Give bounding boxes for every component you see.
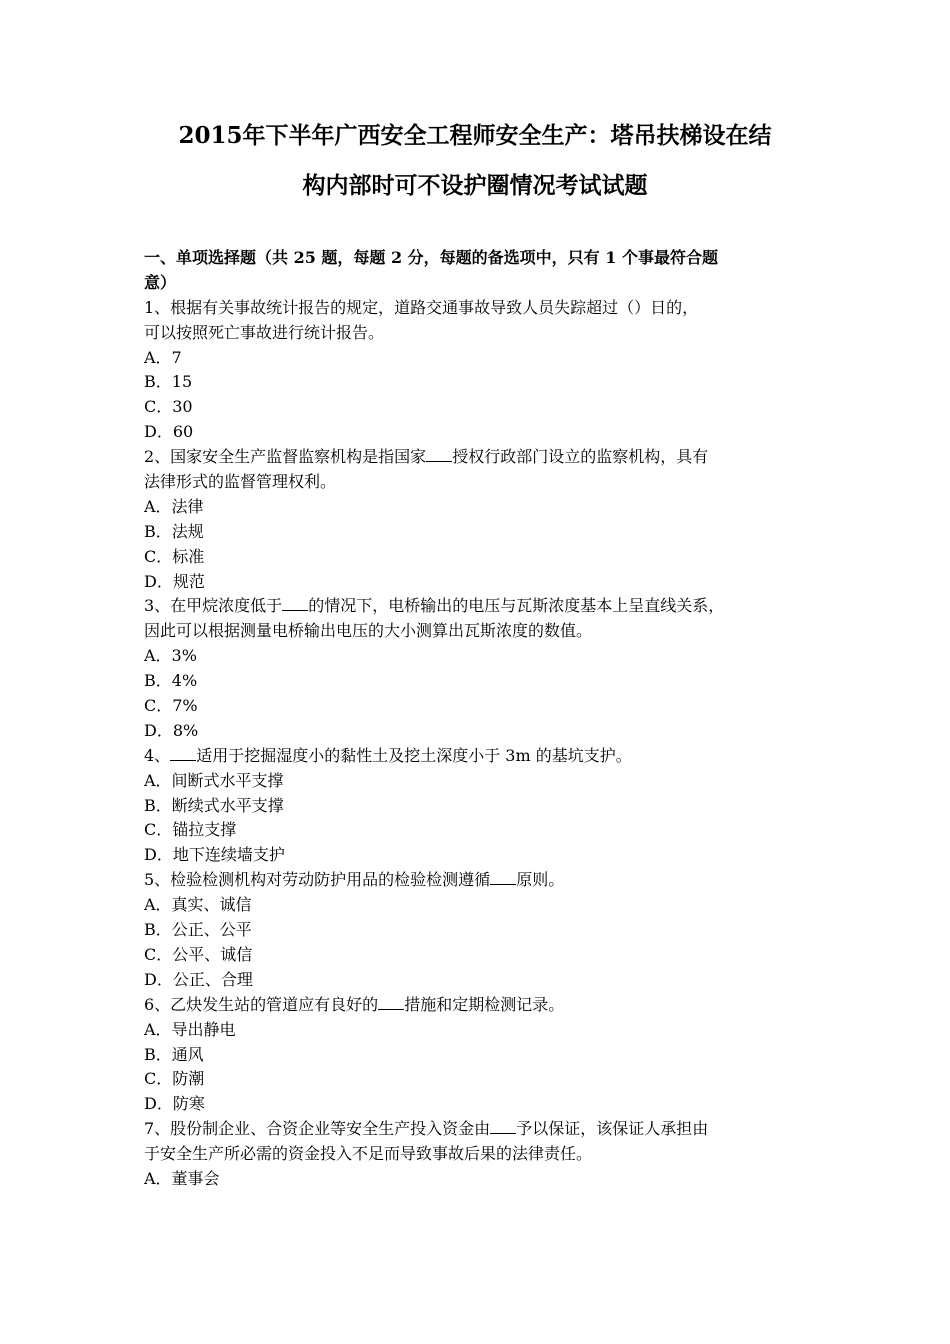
question-stem <box>144 445 812 470</box>
document-title-line-2: 构内部时可不设护圈情况考试试题 <box>302 172 648 199</box>
answer-blank <box>170 744 196 761</box>
stem-text: 适用于挖掘湿度小的黏性土及挖土深度小于 3m 的基坑支护。 <box>196 745 632 765</box>
stem-text: 7、股份制企业、合资企业等安全生产投入资金由 <box>144 1119 491 1139</box>
question-stem <box>144 1117 812 1142</box>
option-c: C．标准 <box>144 546 205 566</box>
question-4 <box>144 744 812 868</box>
question-7 <box>144 1117 812 1192</box>
option-d: D．地下连续墙支护 <box>144 845 285 865</box>
stem-text: 授权行政部门设立的监察机构，具有 <box>452 447 709 467</box>
question-stem-continued: 因此可以根据测量电桥输出电压的大小测算出瓦斯浓度的数值。 <box>144 621 593 641</box>
stem-text: 的情况下，电桥输出的电压与瓦斯浓度基本上呈直线关系， <box>308 596 725 616</box>
stem-text: 措施和定期检测记录。 <box>404 994 565 1014</box>
question-stem <box>144 594 812 619</box>
option-d: D．公正、合理 <box>144 969 253 989</box>
question-stem <box>144 993 812 1018</box>
answer-blank <box>282 594 308 611</box>
option-a: A．7 <box>144 347 182 367</box>
stem-text: 6、乙炔发生站的管道应有良好的 <box>144 994 379 1014</box>
question-stem-continued: 可以按照死亡事故进行统计报告。 <box>144 322 385 342</box>
option-b: B．通风 <box>144 1044 204 1064</box>
option-b: B．断续式水平支撑 <box>144 795 284 815</box>
answer-blank <box>426 445 452 462</box>
document-body <box>144 246 812 1192</box>
section-heading: 一、单项选择题（共 25 题，每题 2 分，每题的备选项中，只有 1 个事最符合题 <box>144 248 718 267</box>
option-c: C．30 <box>144 397 193 417</box>
option-a: A．3% <box>144 646 197 666</box>
option-d: D．防寒 <box>144 1094 205 1114</box>
option-c: C．防潮 <box>144 1069 205 1089</box>
question-stem <box>144 868 812 893</box>
option-c: C．公平、诚信 <box>144 944 253 964</box>
question-6 <box>144 993 812 1117</box>
option-a: A．法律 <box>144 496 204 516</box>
option-c: C．7% <box>144 696 198 716</box>
document-title-line-1: 2015年下半年广西安全工程师安全生产：塔吊扶梯设在结 <box>178 122 772 149</box>
option-a: A．间断式水平支撑 <box>144 770 284 790</box>
question-stem: 1、根据有关事故统计报告的规定，道路交通事故导致人员失踪超过（）日的， <box>144 297 699 317</box>
question-1 <box>144 296 812 445</box>
option-b: B．15 <box>144 372 193 392</box>
option-a: A．董事会 <box>144 1168 220 1188</box>
stem-text: 3、在甲烷浓度低于 <box>144 596 283 616</box>
option-c: C．锚拉支撑 <box>144 820 237 840</box>
option-a: A．导出静电 <box>144 1019 236 1039</box>
answer-blank <box>378 993 404 1010</box>
question-stem-continued: 法律形式的监督管理权利。 <box>144 472 337 492</box>
stem-text: 予以保证，该保证人承担由 <box>516 1119 709 1139</box>
option-a: A．真实、诚信 <box>144 895 252 915</box>
stem-text: 2、国家安全生产监督监察机构是指国家 <box>144 447 427 467</box>
answer-blank <box>490 1117 516 1134</box>
option-d: D．规范 <box>144 571 205 591</box>
question-stem <box>144 744 812 769</box>
option-d: D．60 <box>144 422 194 442</box>
question-2 <box>144 445 812 594</box>
question-stem-continued: 于安全生产所必需的资金投入不足而导致事故后果的法律责任。 <box>144 1144 593 1164</box>
answer-blank <box>490 868 516 885</box>
stem-text: 4、 <box>144 745 171 765</box>
option-d: D．8% <box>144 720 199 740</box>
section-heading-continued: 意） <box>144 272 177 292</box>
option-b: B．法规 <box>144 521 204 541</box>
stem-text: 5、检验检测机构对劳动防护用品的检验检测遵循 <box>144 870 491 890</box>
option-b: B．公正、公平 <box>144 920 252 940</box>
question-3 <box>144 594 812 743</box>
option-b: B．4% <box>144 671 198 691</box>
stem-text: 原则。 <box>516 870 565 890</box>
question-5 <box>144 868 812 992</box>
